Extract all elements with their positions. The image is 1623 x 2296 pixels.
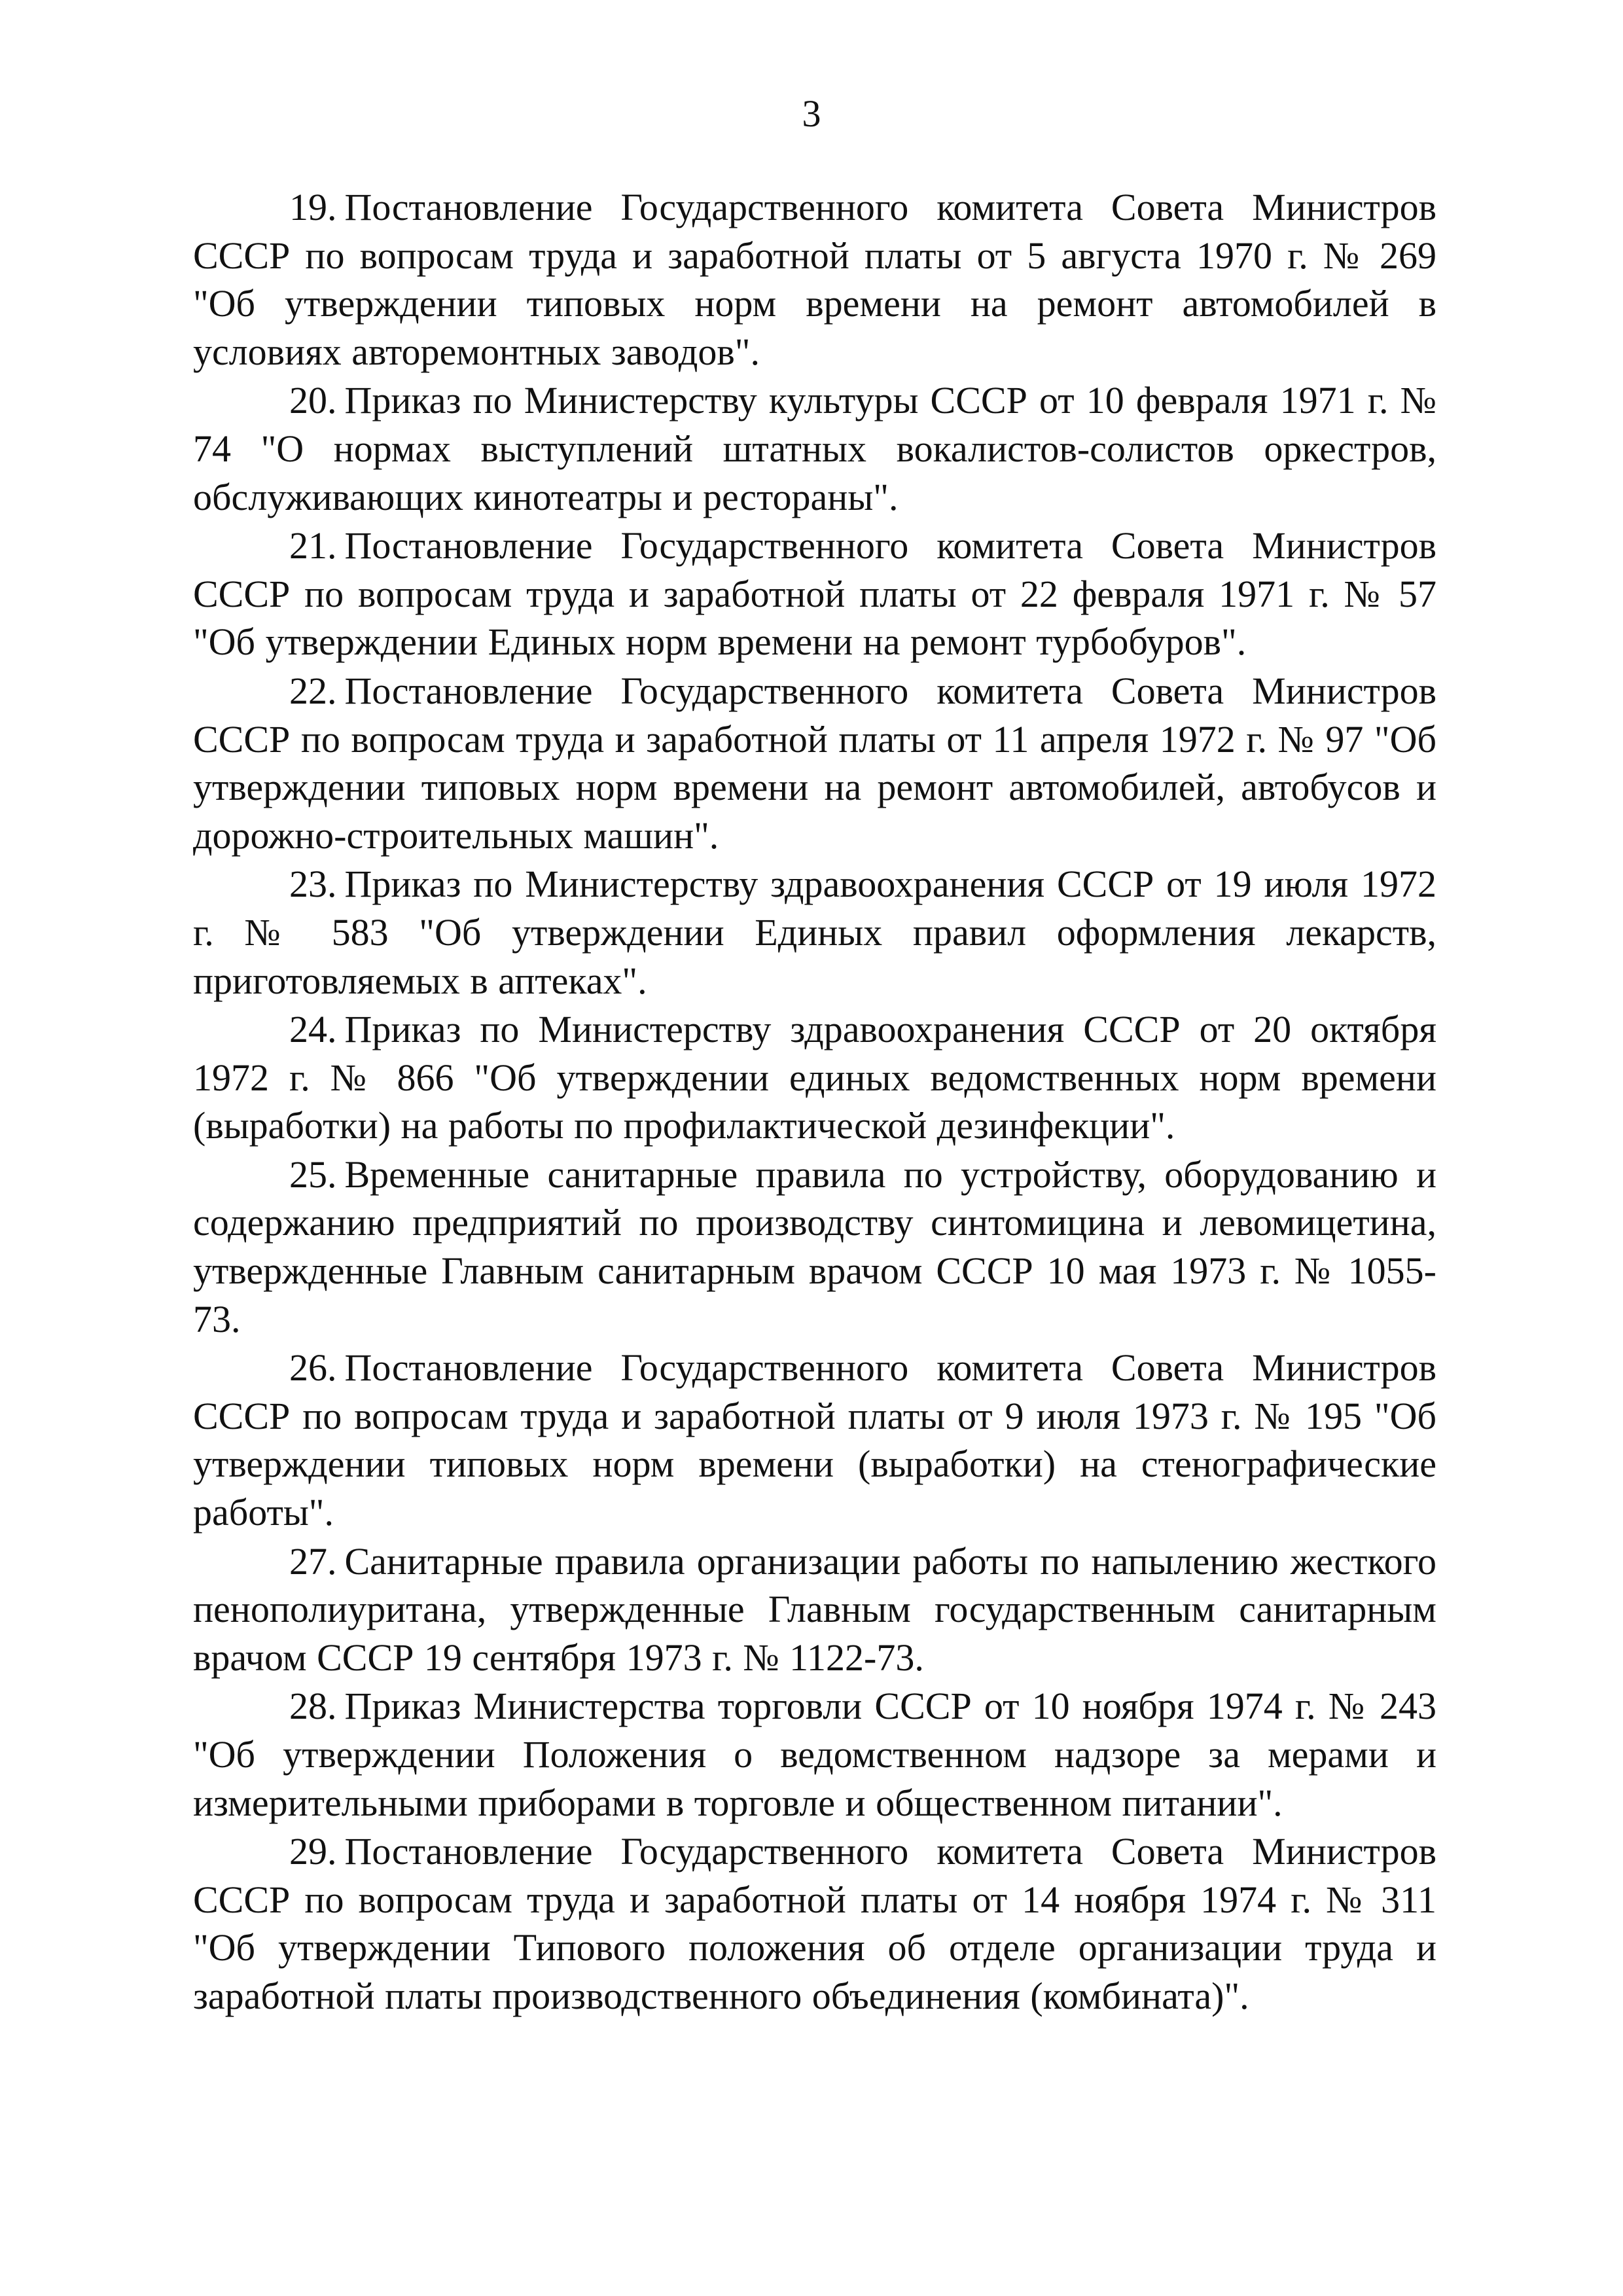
item-number: 23. [289, 863, 337, 906]
list-item [193, 860, 1436, 1005]
item-text: Временные санитарные правила по устройству, оборудованию и содержанию предприятий по производству синтомицина и левомицетина, утвержденные Главным санитарным врачом СССР 10 мая 1973 г. № 1055-73. [193, 1153, 1436, 1340]
item-text: Приказ по Министерству здравоохранения СССР от 20 октября 1972 г. № 866 "Об утверждении единых ведомственных норм времени (выработки) на работы по профилактической дезинфекции". [193, 1008, 1436, 1147]
item-number: 22. [289, 669, 337, 712]
item-text: Постановление Государственного комитета Совета Министров СССР по вопросам труда и заработной платы от 11 апреля 1972 г. № 97 "Об утверждении типовых норм времени на ремонт автомобилей, автобусов и дорожно-строительных машин". [193, 669, 1436, 857]
list-item [193, 183, 1436, 376]
page-number: 3 [802, 92, 821, 135]
item-text: Приказ по Министерству здравоохранения СССР от 19 июля 1972 г. № 583 "Об утверждении Единых правил оформления лекарств, приготовляемых в аптеках". [193, 863, 1436, 1002]
list-item [193, 376, 1436, 521]
item-text: Постановление Государственного комитета Совета Министров СССР по вопросам труда и заработной платы от 22 февраля 1971 г. № 57 "Об утверждении Единых норм времени на ремонт турбобуров". [193, 524, 1436, 664]
item-number: 25. [289, 1153, 337, 1196]
document-body [193, 183, 1436, 2021]
list-item [193, 522, 1436, 666]
item-text: Постановление Государственного комитета Совета Министров СССР по вопросам труда и заработной платы от 5 августа 1970 г. № 269 "Об утверждении типовых норм времени на ремонт автомобилей в условиях авторемонтных заводов". [193, 186, 1436, 373]
item-text: Постановление Государственного комитета Совета Министров СССР по вопросам труда и заработной платы от 9 июля 1973 г. № 195 "Об утверждении типовых норм времени (выработки) на стенографические работы". [193, 1346, 1436, 1534]
list-item [193, 1827, 1436, 2020]
item-number: 29. [289, 1830, 337, 1873]
item-number: 26. [289, 1346, 337, 1390]
item-number: 19. [289, 186, 337, 228]
list-item [193, 1537, 1436, 1682]
item-number: 24. [289, 1008, 337, 1051]
list-item [193, 667, 1436, 859]
list-item [193, 1344, 1436, 1536]
item-text: Приказ Министерства торговли СССР от 10 ноября 1974 г. № 243 "Об утверждении Положения о ведомственном надзоре за мерами и измерительными приборами в торговле и общественном питании". [193, 1685, 1436, 1824]
item-number: 27. [289, 1539, 337, 1583]
item-text: Постановление Государственного комитета Совета Министров СССР по вопросам труда и заработной платы от 14 ноября 1974 г. № 311 "Об утверждении Типового положения об отделе организации труда и заработной платы производственного объединения (комбината)". [193, 1830, 1436, 2017]
list-item [193, 1682, 1436, 1827]
list-item [193, 1005, 1436, 1150]
item-number: 28. [289, 1685, 337, 1728]
item-text: Приказ по Министерству культуры СССР от 10 февраля 1971 г. № 74 "О нормах выступлений штатных вокалистов-солистов оркестров, обслуживающих кинотеатры и рестораны". [193, 379, 1436, 518]
item-text: Санитарные правила организации работы по напылению жесткого пенополиуритана, утвержденные Главным государственным санитарным врачом СССР 19 сентября 1973 г. № 1122-73. [193, 1539, 1436, 1679]
item-number: 21. [289, 524, 337, 567]
list-item [193, 1151, 1436, 1343]
item-number: 20. [289, 379, 337, 422]
